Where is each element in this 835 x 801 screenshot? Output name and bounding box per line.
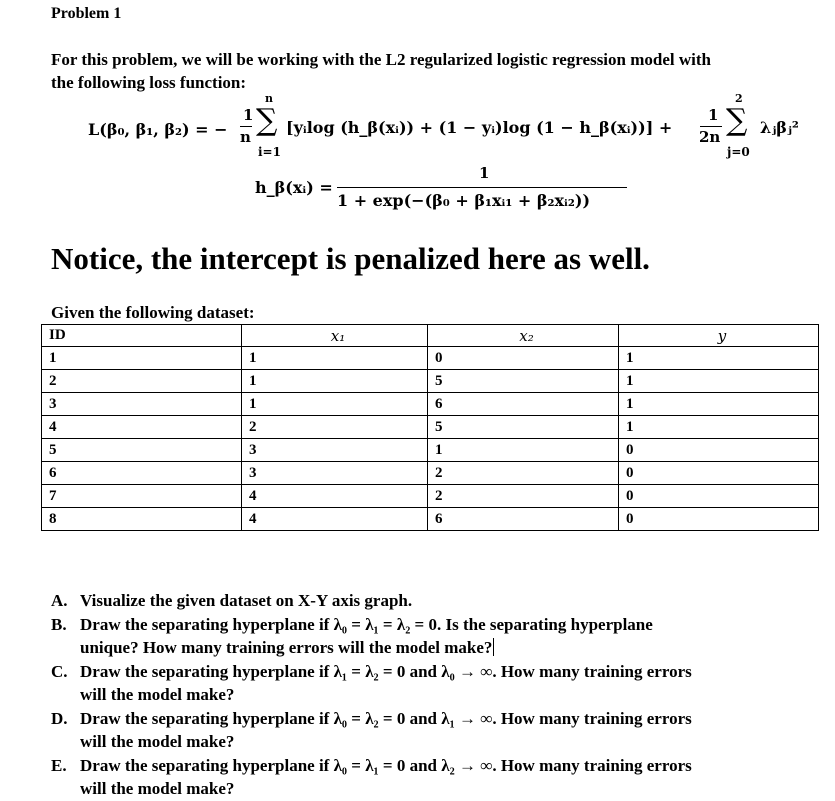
table-cell: 3 xyxy=(42,393,242,416)
table-cell: 1 xyxy=(619,393,819,416)
table-cell: 3 xyxy=(242,439,428,462)
h-num: 1 xyxy=(479,164,490,182)
loss-frac-num: 1 xyxy=(243,106,254,124)
question-line xyxy=(80,613,835,637)
table-header-row xyxy=(42,325,819,347)
question-item xyxy=(51,754,835,801)
table-row xyxy=(42,485,819,508)
table-row xyxy=(42,439,819,462)
intro-line-1: For this problem, we will be working with the L2 regularized logistic regression model with xyxy=(51,50,711,69)
table-cell: 4 xyxy=(242,485,428,508)
question-label: D. xyxy=(51,708,68,728)
question-label: E. xyxy=(51,755,67,775)
table-cell: 5 xyxy=(42,439,242,462)
question-line xyxy=(80,660,835,684)
table-cell: 5 xyxy=(428,416,619,439)
intro-line-2: the following loss function: xyxy=(51,73,247,92)
question-text: Draw the separating hyperplane if λ₀ = λ₂ = 0 and λ₁ → ∞. How many training errors xyxy=(80,708,692,728)
sum1-symbol: ∑ xyxy=(256,103,278,138)
header-x2: x₂ xyxy=(428,325,619,347)
question-text: unique? How many training errors will the model make? xyxy=(80,638,493,657)
table-cell: 1 xyxy=(619,416,819,439)
question-line xyxy=(80,754,835,778)
table-cell: 1 xyxy=(242,370,428,393)
table-cell: 7 xyxy=(42,485,242,508)
table-cell: 0 xyxy=(619,508,819,531)
table-cell: 2 xyxy=(42,370,242,393)
sum2-upper: 2 xyxy=(735,92,743,105)
table-cell: 0 xyxy=(619,485,819,508)
table-cell: 2 xyxy=(428,462,619,485)
question-label: A. xyxy=(51,591,68,610)
question-text: Draw the separating hyperplane if λ₀ = λ₁ = 0 and λ₂ → ∞. How many training errors xyxy=(80,755,692,775)
question-line xyxy=(80,589,835,613)
h-frac-bar xyxy=(337,187,627,188)
question-item xyxy=(51,660,835,707)
table-cell: 6 xyxy=(42,462,242,485)
question-line xyxy=(80,707,835,731)
question-text: will the model make? xyxy=(80,685,235,704)
problem-title: Problem 1 xyxy=(51,5,122,22)
sum1-lower: i=1 xyxy=(258,145,281,159)
question-text: will the model make? xyxy=(80,732,235,751)
table-cell: 1 xyxy=(242,347,428,370)
text-cursor xyxy=(493,638,494,656)
h-lhs: h_β(xᵢ) = xyxy=(255,178,333,197)
table-cell: 4 xyxy=(242,508,428,531)
reg-frac-num: 1 xyxy=(708,106,719,124)
question-line xyxy=(80,683,835,707)
table-cell: 0 xyxy=(619,439,819,462)
header-id: ID xyxy=(42,325,242,347)
table-cell: 3 xyxy=(242,462,428,485)
sum2-symbol: ∑ xyxy=(726,103,748,138)
table-cell: 6 xyxy=(428,393,619,416)
table-cell: 8 xyxy=(42,508,242,531)
table-cell: 1 xyxy=(619,347,819,370)
table-row xyxy=(42,393,819,416)
table-cell: 2 xyxy=(428,485,619,508)
table-row xyxy=(42,347,819,370)
sum2-lower: j=0 xyxy=(727,145,750,159)
question-line xyxy=(80,730,835,754)
dataset-table xyxy=(41,324,819,531)
question-line xyxy=(80,636,835,660)
header-x1: x₁ xyxy=(242,325,428,347)
table-cell: 1 xyxy=(428,439,619,462)
sum1-upper: n xyxy=(265,92,273,105)
table-cell: 1 xyxy=(42,347,242,370)
question-list xyxy=(51,589,835,801)
question-label: B. xyxy=(51,614,67,634)
reg-frac-bar xyxy=(700,126,722,127)
table-cell: 0 xyxy=(428,347,619,370)
reg-body: λⱼβⱼ² xyxy=(760,118,799,137)
question-item xyxy=(51,613,835,660)
table-cell: 5 xyxy=(428,370,619,393)
question-text: will the model make? xyxy=(80,779,235,798)
table-cell: 1 xyxy=(619,370,819,393)
question-text: Visualize the given dataset on X-Y axis graph. xyxy=(80,591,413,610)
table-cell: 0 xyxy=(619,462,819,485)
question-label: C. xyxy=(51,661,68,681)
table-cell: 6 xyxy=(428,508,619,531)
h-den: 1 + exp(−(β₀ + β₁xᵢ₁ + β₂xᵢ₂)) xyxy=(337,191,591,210)
given-label: Given the following dataset: xyxy=(51,303,255,322)
table-cell: 1 xyxy=(242,393,428,416)
loss-lhs: L(β₀, β₁, β₂) = − xyxy=(88,120,228,139)
question-item xyxy=(51,707,835,754)
question-item xyxy=(51,589,835,613)
notice-heading: Notice, the intercept is penalized here as well. xyxy=(51,241,650,276)
reg-frac-den: 2n xyxy=(699,128,721,146)
table-row xyxy=(42,416,819,439)
table-row xyxy=(42,370,819,393)
question-text: Draw the separating hyperplane if λ₁ = λ₂ = 0 and λ₀ → ∞. How many training errors xyxy=(80,661,692,681)
loss-frac-den: n xyxy=(240,128,251,146)
table-row xyxy=(42,508,819,531)
loss-frac-bar xyxy=(240,126,252,127)
question-line xyxy=(80,777,835,801)
header-y: y xyxy=(619,325,819,347)
question-text: Draw the separating hyperplane if λ₀ = λ₁ = λ₂ = 0. Is the separating hyperplane xyxy=(80,614,653,634)
table-row xyxy=(42,462,819,485)
table-cell: 2 xyxy=(242,416,428,439)
table-cell: 4 xyxy=(42,416,242,439)
loss-body: [yᵢlog (h_β(xᵢ)) + (1 − yᵢ)log (1 − h_β(xᵢ))] + xyxy=(286,118,673,137)
